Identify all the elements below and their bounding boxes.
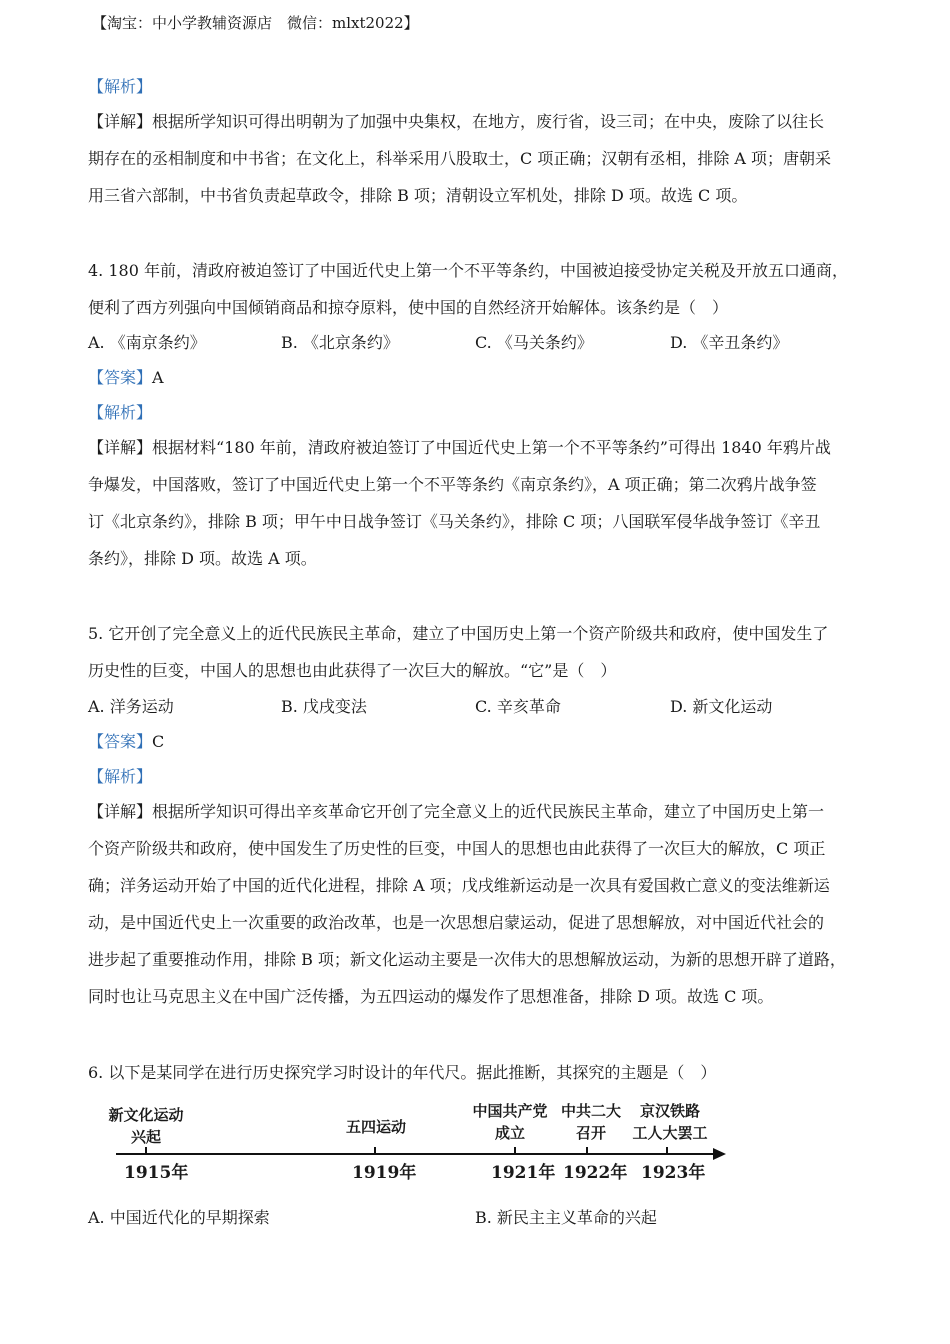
q6-option-a: A. 中国近代化的早期探索 — [88, 1208, 270, 1227]
timeline-axis — [116, 1153, 716, 1155]
q3-detail-line-3: 用三省六部制，中书省负责起草政令，排除 B 项；清朝设立军机处，排除 D 项。故选 C 项。 — [88, 186, 748, 205]
timeline-event-1919: 五四运动 — [345, 1118, 406, 1136]
q5-option-b: B. 戊戌变法 — [281, 697, 367, 716]
q4-stem-line-2: 便利了西方列强向中国倾销商品和掠夺原料，使中国的自然经济开始解体。该条约是（ ） — [88, 298, 729, 317]
q5-option-c: C. 辛亥革命 — [475, 697, 561, 716]
timeline-tick-1921 — [514, 1147, 516, 1155]
q4-option-b: B. 《北京条约》 — [281, 333, 399, 352]
q4-option-a: A. 《南京条约》 — [88, 333, 206, 352]
timeline-event-1923-line1: 京汉铁路 — [639, 1102, 700, 1120]
timeline-event-1921 — [470, 1100, 550, 1144]
timeline-event-1921-line2: 成立 — [494, 1124, 525, 1142]
timeline-event-1922-line1: 中共二大 — [560, 1102, 621, 1120]
timeline-ruler — [96, 1100, 736, 1190]
q5-answer: C — [152, 732, 165, 751]
timeline-tick-1919 — [374, 1147, 376, 1155]
timeline-year-1919: 1919年 — [352, 1163, 417, 1183]
q4-detail-line-3: 订《北京条约》，排除 B 项；甲午中日战争签订《马关条约》，排除 C 项；八国联军侵华战争签订《辛丑 — [88, 512, 821, 531]
q4-answer-row — [88, 368, 164, 388]
timeline-event-1922-line2: 召开 — [575, 1124, 606, 1142]
timeline-event-1915 — [98, 1104, 194, 1148]
q3-analysis-tag: 【解析】 — [88, 77, 153, 96]
timeline-event-1915-line1: 新文化运动 — [108, 1106, 184, 1124]
timeline-event-1915-line2: 兴起 — [130, 1128, 161, 1146]
q5-detail-line-1: 【详解】根据所学知识可得出辛亥革命它开创了完全意义上的近代民族民主革命，建立了中国历史上第一 — [88, 802, 825, 821]
q4-answer-tag: 【答案】 — [88, 368, 153, 387]
timeline-year-1915: 1915年 — [124, 1163, 189, 1183]
timeline-event-1921-line1: 中国共产党 — [472, 1102, 548, 1120]
timeline-tick-1923 — [666, 1147, 668, 1155]
q5-analysis-tag: 【解析】 — [88, 767, 153, 786]
q3-detail-line-1: 【详解】根据所学知识可得出明朝为了加强中央集权，在地方，废行省，设三司；在中央，废除了以往长 — [88, 112, 825, 131]
q4-option-c: C. 《马关条约》 — [475, 333, 593, 352]
timeline-event-1923-line2: 工人大罢工 — [632, 1124, 708, 1142]
q5-detail-line-2: 个资产阶级共和政府，使中国发生了历史性的巨变，中国人的思想也由此获得了一次巨大的解放，C 项正 — [88, 839, 826, 858]
q5-option-a: A. 洋务运动 — [88, 697, 174, 716]
timeline-tick-1922 — [586, 1147, 588, 1155]
q4-option-d: D. 《辛丑条约》 — [670, 333, 789, 352]
q4-answer: A — [152, 368, 164, 387]
q5-stem-line-2: 历史性的巨变，中国人的思想也由此获得了一次巨大的解放。“它”是（ ） — [88, 661, 617, 680]
q5-answer-row — [88, 732, 164, 752]
q6-stem: 6. 以下是某同学在进行历史探究学习时设计的年代尺。据此推断，其探究的主题是（ ） — [88, 1063, 717, 1082]
q4-detail-line-2: 争爆发，中国落败，签订了中国近代史上第一个不平等条约《南京条约》，A 项正确；第二次鸦片战争签 — [88, 475, 817, 494]
q5-detail-line-4: 动，是中国近代史上一次重要的政治改革，也是一次思想启蒙运动，促进了思想解放，对中国近代社会的 — [88, 913, 825, 932]
q5-detail-line-5: 进步起了重要推动作用，排除 B 项；新文化运动主要是一次伟大的思想解放运动，为新的思想开辟了道路， — [88, 950, 846, 969]
q6-option-b: B. 新民主主义革命的兴起 — [475, 1208, 657, 1227]
timeline-event-1923 — [624, 1100, 716, 1144]
q4-analysis-tag: 【解析】 — [88, 403, 153, 422]
q5-answer-tag: 【答案】 — [88, 732, 153, 751]
q4-detail-line-1: 【详解】根据材料“180 年前，清政府被迫签订了中国近代史上第一个不平等条约”可得出 1840 年鸦片战 — [88, 438, 831, 457]
page-header: 【淘宝：中小学教辅资源店 微信：mlxt2022】 — [92, 14, 419, 32]
q5-detail-line-6: 同时也让马克思主义在中国广泛传播，为五四运动的爆发作了思想准备，排除 D 项。故选 C 项。 — [88, 987, 774, 1006]
timeline-arrow-icon — [713, 1148, 726, 1160]
q5-option-d: D. 新文化运动 — [670, 697, 773, 716]
q5-stem-line-1: 5. 它开创了完全意义上的近代民族民主革命，建立了中国历史上第一个资产阶级共和政府，使中国发生了 — [88, 624, 829, 643]
timeline-year-1922: 1922年 — [563, 1163, 628, 1183]
q4-stem-line-1: 4. 180 年前，清政府被迫签订了中国近代史上第一个不平等条约，中国被迫接受协定关税及开放五口通商， — [88, 261, 848, 280]
q3-detail-line-2: 期存在的丞相制度和中书省；在文化上，科举采用八股取士，C 项正确；汉朝有丞相，排除 A 项；唐朝采 — [88, 149, 832, 168]
timeline-tick-1915 — [145, 1147, 147, 1155]
timeline-year-1923: 1923年 — [641, 1163, 706, 1183]
timeline-event-1922 — [556, 1100, 626, 1144]
q5-detail-line-3: 确；洋务运动开始了中国的近代化进程，排除 A 项；戊戌维新运动是一次具有爱国救亡意义的变法维新运 — [88, 876, 830, 895]
q4-detail-line-4: 条约》，排除 D 项。故选 A 项。 — [88, 549, 317, 568]
timeline-year-1921: 1921年 — [491, 1163, 556, 1183]
